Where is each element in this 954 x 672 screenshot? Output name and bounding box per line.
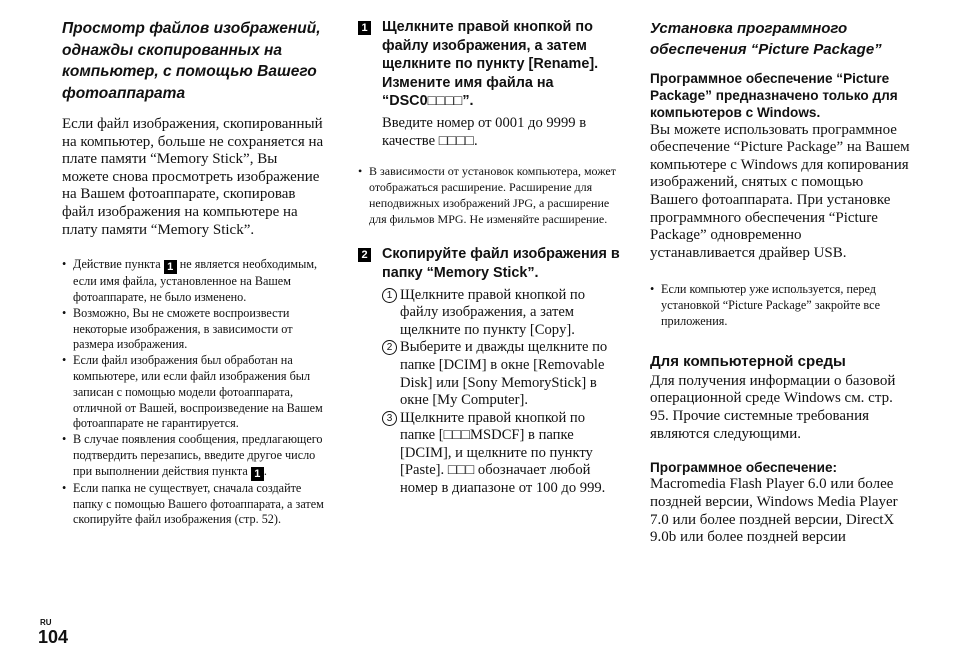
step-2: [358, 245, 620, 497]
note-item: • Действие пункта 1 не является необходимым, если имя файла, установленное на Вашем фотоаппарате, не было изменено.: [62, 257, 324, 306]
left-body: Если файл изображения, скопированный на компьютер, больше не сохраняется на плате памяти “Memory Stick”, Вы можете снова просмотреть изображение на Вашем фотоаппарате, скопировав файл изображения на компьютере на плату памяти “Memory Stick”.: [62, 116, 324, 238]
step-1-icon: 1: [358, 21, 371, 35]
circled-1-icon: 1: [382, 288, 397, 303]
note-item: • В зависимости от установок компьютера, может отображаться расширение. Расширение для неподвижных изображений JPG, а расширение для фильмов MPG. Не изменяйте расширение.: [358, 164, 620, 227]
right-body: Вы можете использовать программное обеспечение “Picture Package” на Вашем компьютере с Windows для копирования изображений, снятых с помощью Вашего фотоаппарата. При установке программного обеспечения “Picture Package” одновременно устанавливается драйвер USB.: [650, 121, 910, 261]
env-heading: Для компьютерной среды: [650, 352, 846, 370]
software-body: Macromedia Flash Player 6.0 или более поздней версии, Windows Media Player 7.0 или более поздней версии, DirectX 9.0b или более поздней версии: [650, 476, 898, 546]
step-1-title: Щелкните правой кнопкой по файлу изображения, а затем щелкните по пункту [Rename]. Измените имя файла на “DSC0□□□□”.: [382, 19, 599, 110]
circled-2-icon: 2: [382, 340, 397, 355]
left-notes: [62, 257, 324, 528]
circled-3-icon: 3: [382, 411, 397, 426]
note-item: • Если папка не существует, сначала создайте папку с помощью Вашего фотоаппарата, а затем скопируйте файл изображения (стр. 52).: [62, 481, 324, 528]
note-item: • В случае появления сообщения, предлагающего подтвердить перезапись, введите другое число при выполнении действия пункта 1 .: [62, 432, 324, 481]
step-2-icon: 2: [358, 248, 371, 262]
software-heading: Программное обеспечение:: [650, 460, 838, 476]
substep-item: 3 Щелкните правой кнопкой по папке [□□□MSDCF] в папке [DCIM], и щелкните по пункту [Paste]. □□□ обозначает любой номер в диапазоне от 100 до 999.: [382, 410, 620, 498]
substep-item: 2 Выберите и дважды щелкните по папке [DCIM] в окне [Removable Disk] или [Sony MemoryStick] в окне [My Computer].: [382, 339, 620, 409]
step-1-icon: 1: [251, 467, 264, 481]
middle-column: [358, 18, 620, 498]
substep-item: 1 Щелкните правой кнопкой по файлу изображения, а затем щелкните по пункту [Copy].: [382, 287, 620, 340]
step-2-substeps: [382, 287, 620, 498]
step-1-body: Введите номер от 0001 до 9999 в качестве □□□□.: [382, 114, 587, 149]
right-subheading: Программное обеспечение “Picture Package” предназначено только для компьютеров с Windows.: [650, 71, 898, 121]
middle-notes: [358, 164, 620, 227]
env-body: Для получения информации о базовой операционной среде Windows см. стр. 95. Прочие системные требования являются следующими.: [650, 372, 896, 442]
step-1: [358, 18, 620, 150]
right-column: [650, 18, 910, 547]
left-column: [62, 18, 324, 528]
step-1-icon: 1: [164, 260, 177, 274]
language-code: RU: [40, 618, 52, 627]
note-item: • Если файл изображения был обработан на компьютере, или если файл изображения был записан с помощью модели фотоаппарата, отличной от Вашей, воспроизведение на Вашем фотоаппарате не гарантируется.: [62, 353, 324, 432]
note-item: • Возможно, Вы не сможете воспроизвести некоторые изображения, в зависимости от размера изображения.: [62, 306, 324, 353]
step-2-title: Скопируйте файл изображения в папку “Memory Stick”.: [382, 246, 620, 281]
page-number: 104: [38, 627, 69, 647]
note-item: • Если компьютер уже используется, перед установкой “Picture Package” закройте все приложения.: [650, 282, 910, 329]
right-heading: Установка программного обеспечения “Picture Package”: [650, 20, 882, 58]
right-notes: [650, 282, 910, 329]
left-heading: Просмотр файлов изображений, однажды скопированных на компьютер, с помощью Вашего фотоаппарата: [62, 20, 321, 102]
